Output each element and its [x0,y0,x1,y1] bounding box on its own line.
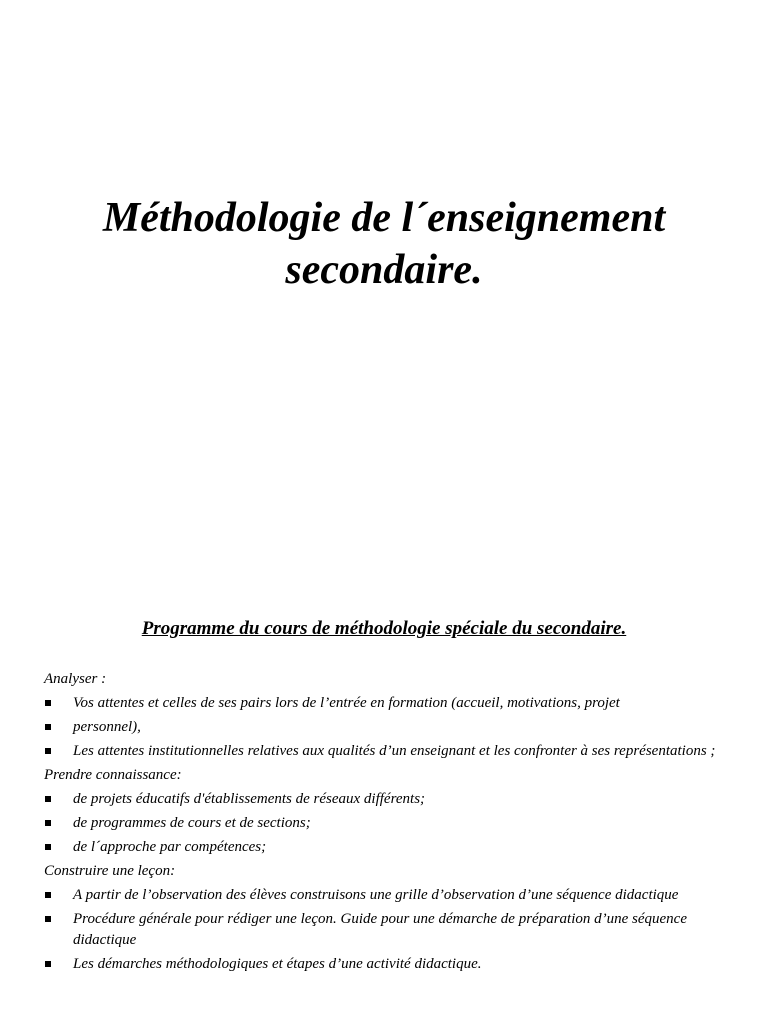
title-line-2: secondaire. [285,247,483,293]
section-heading-analyser: Analyser : [44,671,107,687]
list-item [44,813,744,834]
square-bullet-icon [45,796,51,802]
list-item-text: Les attentes institutionnelles relatives aux qualités d’un enseignant et les confronter à ses représentations ; [73,743,716,759]
list-item [44,717,744,738]
list-item [44,741,744,762]
list-item-text: Vos attentes et celles de ses pairs lors de l’entrée en formation (accueil, motivations, projet [73,695,620,711]
list-item [44,837,744,858]
square-bullet-icon [45,961,51,967]
list-item [44,954,744,975]
list-item [44,789,744,810]
square-bullet-icon [45,892,51,898]
square-bullet-icon [45,700,51,706]
square-bullet-icon [45,748,51,754]
document-title [0,192,768,296]
square-bullet-icon [45,724,51,730]
square-bullet-icon [45,844,51,850]
list-item-text: Les démarches méthodologiques et étapes d’une activité didactique. [73,956,482,972]
list-item [44,885,744,906]
list-item-text: personnel), [73,719,141,735]
section-heading-prendre-connaissance: Prendre connaissance: [44,767,182,783]
list-item-text: A partir de l’observation des élèves construisons une grille d’observation d’une séquence didactique [73,887,679,903]
list-item [44,909,744,951]
list-item [44,693,744,714]
list-item-text: de l´approche par compétences; [73,839,267,855]
program-content [44,668,744,978]
list-item-text: Procédure générale pour rédiger une leçon. Guide pour une démarche de préparation d’une séquence didactique [73,911,687,948]
square-bullet-icon [45,916,51,922]
list-item-text: de projets éducatifs d'établissements de réseaux différents; [73,791,426,807]
square-bullet-icon [45,820,51,826]
program-subtitle: Programme du cours de méthodologie spéciale du secondaire. [141,618,627,639]
list-item-text: de programmes de cours et de sections; [73,815,311,831]
title-line-1: Méthodologie de l´enseignement [102,195,666,241]
section-heading-construire-lecon: Construire une leçon: [44,863,176,879]
